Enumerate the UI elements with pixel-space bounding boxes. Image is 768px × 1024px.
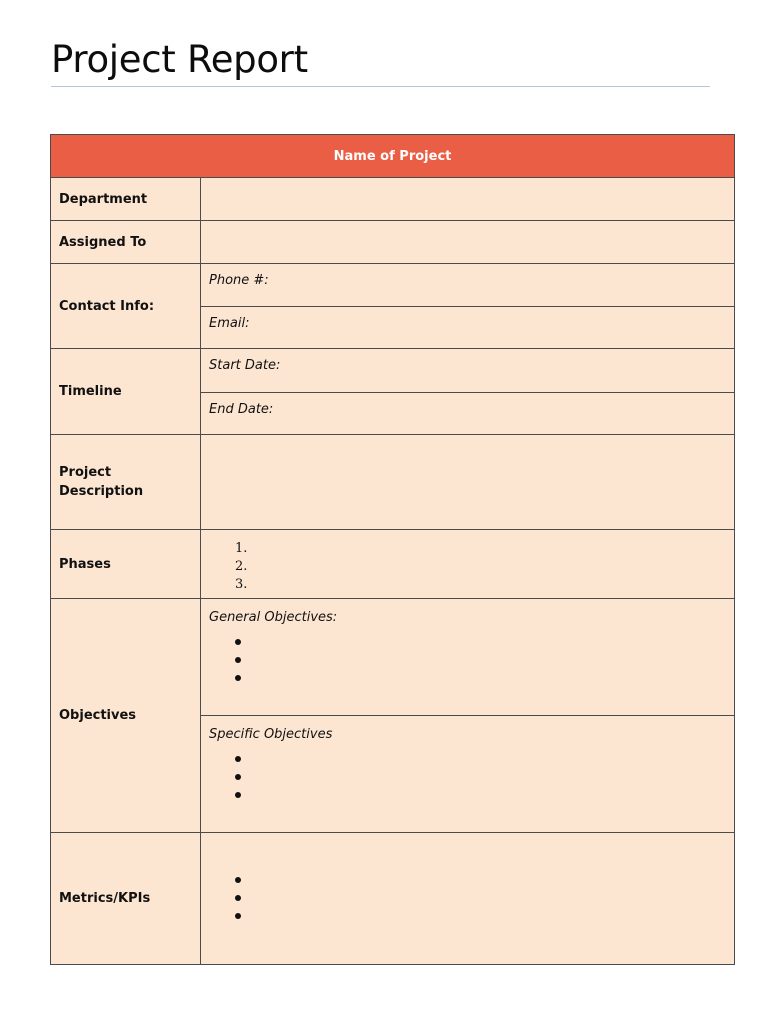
end-date-label: End Date: (209, 402, 274, 417)
metrics-field[interactable] (201, 833, 735, 965)
specific-objectives-field[interactable] (201, 716, 735, 833)
metrics-list (201, 871, 734, 925)
bullet-item (235, 633, 734, 651)
project-description-label: Project Description (51, 435, 201, 530)
bullet-item (235, 871, 734, 889)
specific-objectives-list (201, 750, 734, 804)
page-title: Project Report (51, 38, 308, 81)
department-row (51, 178, 735, 221)
department-field[interactable] (201, 178, 735, 221)
department-label: Department (51, 178, 201, 221)
start-date-label: Start Date: (209, 358, 281, 373)
phone-field-label: Phone #: (209, 273, 269, 288)
general-objectives-field[interactable] (201, 599, 735, 716)
end-date-field[interactable] (201, 393, 735, 435)
phase-item: 2. (235, 559, 248, 574)
phases-field[interactable] (201, 530, 735, 599)
objectives-general-row (51, 599, 735, 716)
timeline-start-row (51, 349, 735, 393)
assigned-to-field[interactable] (201, 221, 735, 264)
phases-label: Phases (51, 530, 201, 599)
objectives-label: Objectives (51, 599, 201, 833)
bullet-item (235, 651, 734, 669)
bullet-item (235, 669, 734, 687)
start-date-field[interactable] (201, 349, 735, 393)
project-description-field[interactable] (201, 435, 735, 530)
contact-phone-row (51, 264, 735, 307)
bullet-item (235, 750, 734, 768)
general-objectives-heading: General Objectives: (209, 610, 338, 625)
timeline-label: Timeline (51, 349, 201, 435)
phases-row (51, 530, 735, 599)
assigned-to-label: Assigned To (51, 221, 201, 264)
metrics-row (51, 833, 735, 965)
phase-item: 1. (235, 541, 248, 556)
metrics-label: Metrics/KPIs (51, 833, 201, 965)
project-description-row (51, 435, 735, 530)
phone-field[interactable] (201, 264, 735, 307)
bullet-item (235, 889, 734, 907)
title-divider (51, 86, 710, 87)
general-objectives-list (201, 633, 734, 687)
contact-info-label: Contact Info: (51, 264, 201, 349)
project-report-table (50, 134, 735, 965)
bullet-item (235, 786, 734, 804)
specific-objectives-heading: Specific Objectives (209, 727, 333, 742)
email-field[interactable] (201, 307, 735, 349)
bullet-item (235, 768, 734, 786)
assigned-to-row (51, 221, 735, 264)
phases-list (235, 540, 734, 594)
project-name-header[interactable]: Name of Project (51, 135, 735, 178)
phase-item: 3. (235, 577, 248, 592)
email-field-label: Email: (209, 316, 250, 331)
bullet-item (235, 907, 734, 925)
